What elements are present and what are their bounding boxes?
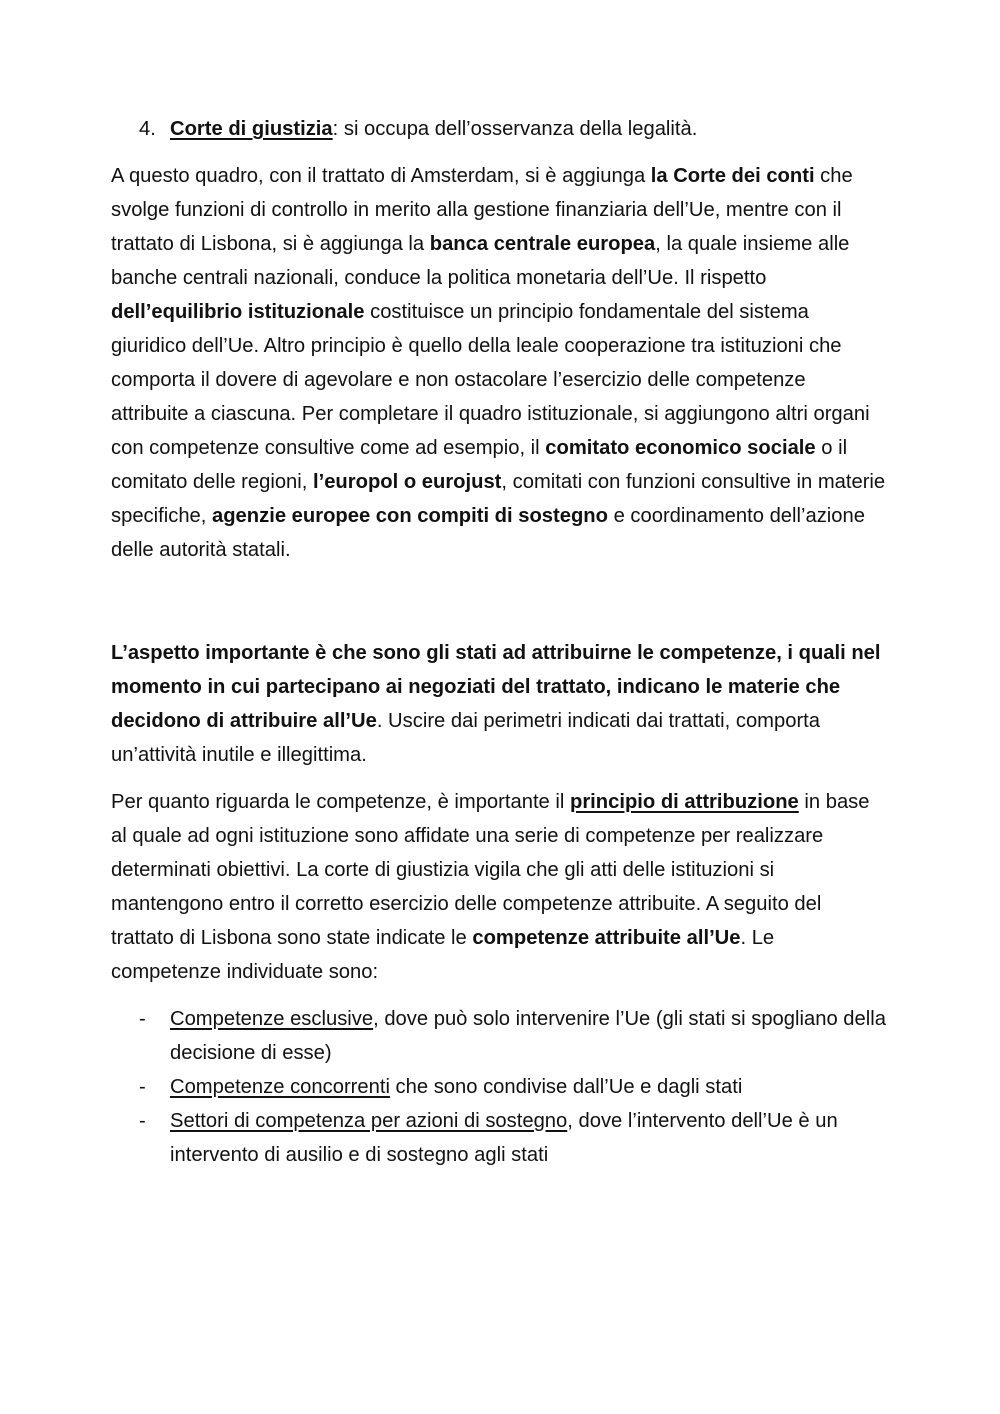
- item-text: [170, 112, 697, 146]
- text-run: costituisce un principio fondamentale del sistema giuridico dell’Ue. Altro principio è quello della leale cooperazione tra istituzioni che comporta il dovere di agevolare e non ostacolare l’esercizio delle competenze attribuite a ciascuna. Per completare il quadro istituzionale, si aggiungono altri organi con competenze consultive come ad esempio, il: [111, 301, 870, 459]
- list-item-text: [170, 1104, 886, 1172]
- item-title: Corte di giustizia: [170, 118, 333, 140]
- list-item: [111, 1002, 886, 1070]
- text-run: . Le competenze individuate sono:: [111, 927, 775, 983]
- text-run: , dove l’intervento dell’Ue è un intervento di ausilio e di sostegno agli stati: [170, 1110, 838, 1166]
- underlined-text: Settori di competenza per azioni di sostegno: [170, 1110, 568, 1132]
- text-run: e coordinamento dell’azione delle autorità statali.: [111, 505, 865, 561]
- paragraph-spacer: [111, 580, 886, 636]
- text-run: A questo quadro, con il trattato di Amsterdam, si è aggiunga: [111, 165, 651, 187]
- text-run: che svolge funzioni di controllo in merito alla gestione finanziaria dell’Ue, mentre con il trattato di Lisbona, si è aggiunga la: [111, 165, 853, 255]
- item-number: 4.: [139, 118, 156, 140]
- competences-list: [111, 1002, 886, 1172]
- text-run: Per quanto riguarda le competenze, è importante il: [111, 791, 570, 813]
- bold-text: L’aspetto importante è che sono gli stati ad attribuirne le competenze, i quali nel momento in cui partecipano ai negoziati del trattato, indicano le materie che decidono di attribuire all’Ue: [111, 642, 881, 732]
- bold-text: l’europol o eurojust: [312, 471, 502, 493]
- underlined-text: Competenze esclusive: [170, 1008, 374, 1030]
- list-item-4: [111, 112, 886, 146]
- bold-text: comitato economico sociale: [545, 437, 816, 459]
- list-item-text: [170, 1070, 886, 1104]
- dash-marker: -: [139, 1110, 146, 1132]
- text-run: o il comitato delle regioni,: [111, 437, 848, 493]
- list-item: [111, 1070, 886, 1104]
- bold-text: dell’equilibrio istituzionale: [111, 301, 365, 323]
- bold-underlined-text: [570, 791, 799, 813]
- underline: principio di attribuzione: [569, 791, 799, 813]
- text-run: che sono condivise dall’Ue e dagli stati: [389, 1076, 743, 1098]
- bold-text: banca centrale europea: [429, 233, 656, 255]
- text-run: . Uscire dai perimetri indicati dai trattati, comporta un’attività inutile e illegittima.: [111, 710, 821, 766]
- text-run: , comitati con funzioni consultive in materie specifiche,: [111, 471, 886, 527]
- dash-marker: -: [139, 1008, 146, 1030]
- bold-text: la Corte dei conti: [650, 165, 815, 187]
- list-item-text: [170, 1002, 886, 1070]
- list-item: [111, 1104, 886, 1172]
- document-page: [111, 112, 886, 1172]
- paragraph-attribution-principle: [111, 785, 886, 989]
- bold-text: competenze attribuite all’Ue: [472, 927, 741, 949]
- dash-marker: -: [139, 1076, 146, 1098]
- text-run: , la quale insieme alle banche centrali nazionali, conduce la politica monetaria dell’Ue. Il rispetto: [111, 233, 850, 289]
- item-rest: : si occupa dell’osservanza della legalità.: [332, 118, 698, 140]
- paragraph-institutions: [111, 159, 886, 567]
- text-run: , dove può solo intervenire l’Ue (gli stati si spogliano della decisione di esse): [170, 1008, 886, 1064]
- underlined-text: Competenze concorrenti: [170, 1076, 390, 1098]
- text-run: in base al quale ad ogni istituzione sono affidate una serie di competenze per realizzare determinati obiettivi. La corte di giustizia vigila che gli atti delle istituzioni si mantengono entro il corretto esercizio delle competenze attribuite. A seguito del trattato di Lisbona sono state indicate le: [111, 791, 870, 949]
- paragraph-state-competences: [111, 636, 886, 772]
- bold-text: agenzie europee con compiti di sostegno: [212, 505, 608, 527]
